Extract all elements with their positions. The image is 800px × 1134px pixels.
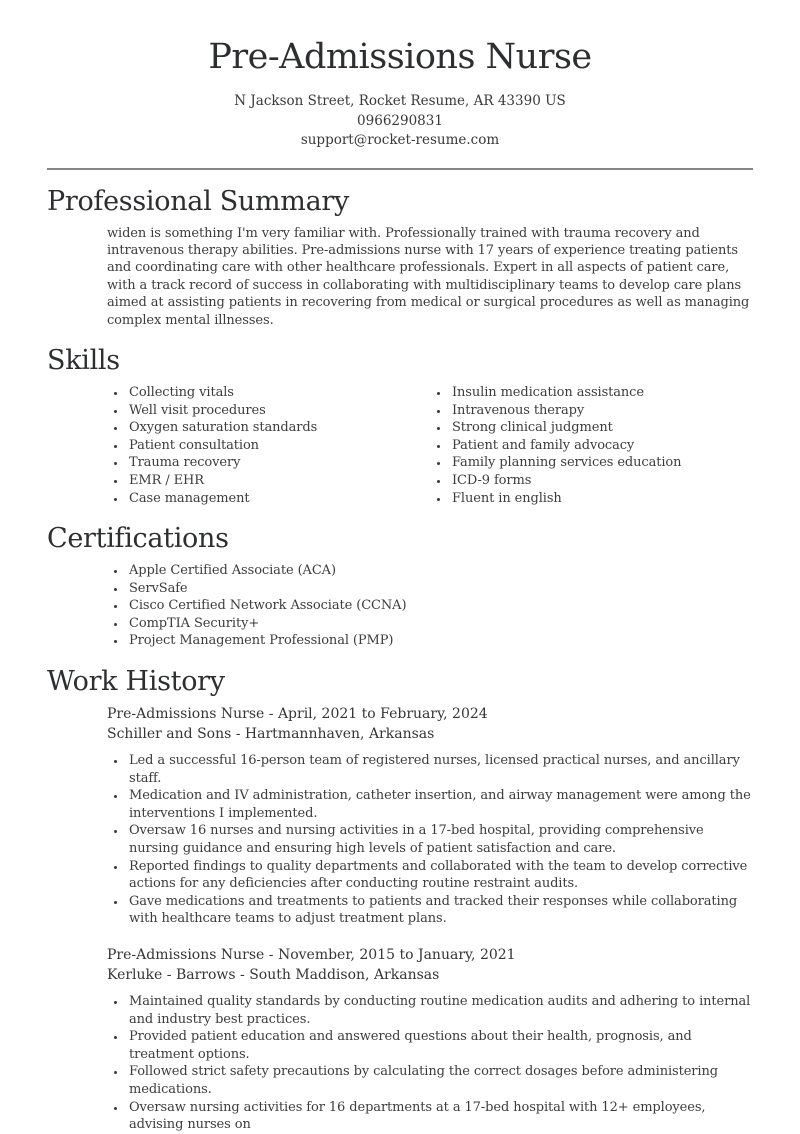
certifications-heading: Certifications — [47, 523, 229, 555]
skill-item: • Oxygen saturation standards — [127, 419, 430, 437]
job-entry-1 — [107, 705, 753, 928]
section-work-history — [47, 666, 753, 1134]
skill-item: • Strong clinical judgment — [450, 419, 753, 437]
job-title-dates: Pre-Admissions Nurse - April, 2021 to February, 2024 — [107, 706, 488, 723]
job-bullet: • Reported findings to quality departments and collaborated with the team to develop corrective actions for any deficiencies after conducting routine restraint audits. — [127, 858, 753, 893]
skill-item: • Case management — [127, 490, 430, 508]
certification-item: • CompTIA Security+ — [127, 615, 753, 633]
skill-item: • Well visit procedures — [127, 402, 430, 420]
job-bullet-list — [107, 752, 753, 928]
skill-item: • ICD-9 forms — [450, 472, 753, 490]
job-bullet: • Gave medications and treatments to patients and tracked their responses while collaborating with healthcare teams to adjust treatment plans. — [127, 893, 753, 928]
contact-email: support@rocket-resume.com — [300, 132, 500, 148]
job-header — [107, 946, 753, 985]
skill-item: • Collecting vitals — [127, 384, 430, 402]
work-history-heading: Work History — [47, 666, 225, 698]
job-header — [107, 705, 753, 744]
professional-summary-heading: Professional Summary — [47, 185, 349, 217]
contact-block — [47, 92, 753, 151]
job-company-location: Kerluke - Barrows - South Maddison, Arkansas — [107, 966, 440, 983]
skill-item: • Insulin medication assistance — [450, 384, 753, 402]
certification-item: • Apple Certified Associate (ACA) — [127, 562, 753, 580]
professional-summary-text: widen is something I'm very familiar with. Professionally trained with trauma recovery and intravenous therapy abilities. Pre-admissions nurse with 17 years of experience treating patients and coordinating care with other healthcare professionals. Expert in all aspects of patient care, with a track record of success in collaborating with multidisciplinary teams to develop care plans aimed at assisting patients in recovering from medical or surgical procedures as well as managing complex mental illnesses. — [107, 225, 750, 328]
section-professional-summary — [47, 186, 753, 329]
certification-item: • Project Management Professional (PMP) — [127, 632, 753, 650]
skills-columns — [107, 384, 753, 507]
job-bullet: • Maintained quality standards by conducting routine medication audits and adhering to internal and industry best practices. — [127, 993, 753, 1028]
skills-heading: Skills — [47, 344, 120, 376]
job-company-location: Schiller and Sons - Hartmannhaven, Arkansas — [107, 725, 435, 742]
skill-item: • Intravenous therapy — [450, 402, 753, 420]
job-bullet: • Medication and IV administration, catheter insertion, and airway management were among the interventions I implemented. — [127, 787, 753, 822]
job-title-dates: Pre-Admissions Nurse - November, 2015 to January, 2021 — [107, 947, 516, 963]
section-skills — [47, 345, 753, 507]
section-certifications — [47, 523, 753, 650]
skills-column-1 — [107, 384, 430, 507]
job-bullet: • Led a successful 16-person team of registered nurses, licensed practical nurses, and ancillary staff. — [127, 752, 753, 787]
job-bullet: • Oversaw 16 nurses and nursing activities in a 17-bed hospital, providing comprehensive nursing guidance and ensuring high levels of patient satisfaction and care. — [127, 822, 753, 857]
contact-phone: 0966290831 — [357, 112, 443, 129]
skill-item: • Family planning services education — [450, 454, 753, 472]
skill-item: • Fluent in english — [450, 490, 753, 508]
certification-item: • Cisco Certified Network Associate (CCNA) — [127, 597, 753, 615]
job-bullet: • Oversaw nursing activities for 16 departments at a 17-bed hospital with 12+ employees, advising nurses on — [127, 1099, 753, 1134]
page-title: Pre-Admissions Nurse — [208, 37, 592, 77]
skill-item: • Trauma recovery — [127, 454, 430, 472]
resume-header — [47, 36, 753, 151]
job-entry-2 — [107, 946, 753, 1134]
job-bullet-list — [107, 993, 753, 1134]
job-bullet: • Followed strict safety precautions by calculating the correct dosages before administering medications. — [127, 1063, 753, 1098]
skill-item: • Patient consultation — [127, 437, 430, 455]
skill-item: • EMR / EHR — [127, 472, 430, 490]
certification-item: • ServSafe — [127, 580, 753, 598]
skill-item: • Patient and family advocacy — [450, 437, 753, 455]
job-bullet: • Provided patient education and answered questions about their health, prognosis, and treatment options. — [127, 1028, 753, 1063]
skills-column-2 — [430, 384, 753, 507]
header-divider — [47, 168, 753, 170]
certifications-list — [107, 562, 753, 650]
contact-address: N Jackson Street, Rocket Resume, AR 43390 US — [234, 93, 566, 109]
